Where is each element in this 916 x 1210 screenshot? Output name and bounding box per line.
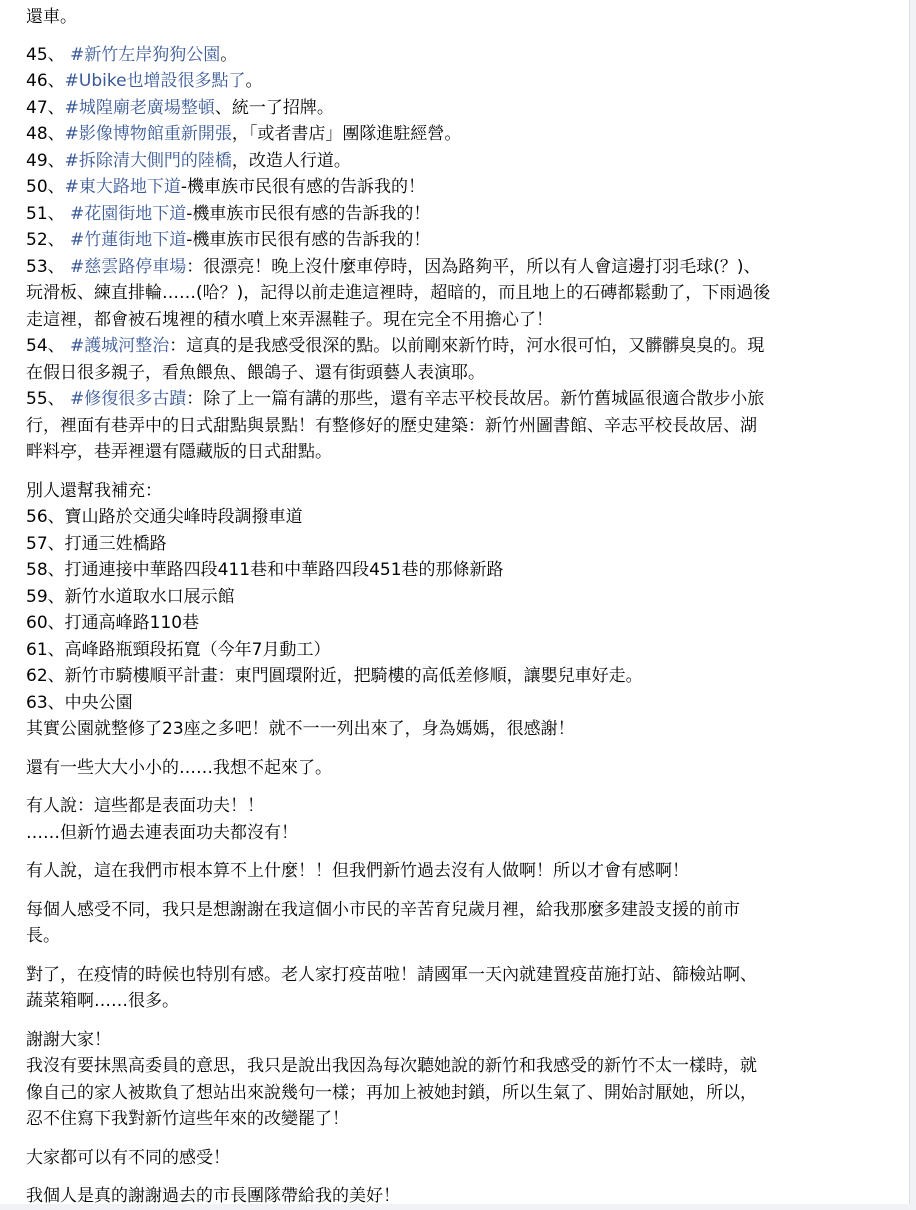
list-item: 60、打通高峰路110巷 bbox=[26, 613, 200, 633]
paragraph: 我個人是真的謝謝過去的市長團隊帶給我的美好！ bbox=[26, 1186, 400, 1206]
paragraph-line: 我沒有要抹黑高委員的意思，我只是說出我因為每次聽她說的新竹和我感受的新竹不太一樣時，就 bbox=[26, 1056, 757, 1076]
list-item bbox=[26, 121, 896, 148]
list-item: 63、中央公園 bbox=[26, 692, 133, 713]
list-item: 57、打通三姓橋路 bbox=[26, 533, 167, 554]
list-item bbox=[26, 95, 896, 122]
paragraph: 大家都可以有不同的感受！ bbox=[26, 1147, 230, 1168]
item-text: -機車族市民很有感的告訴我的！ bbox=[186, 230, 431, 250]
paragraph bbox=[26, 897, 896, 950]
paragraph bbox=[26, 793, 896, 846]
item-text: 、統一了招牌。 bbox=[214, 97, 334, 118]
list-item bbox=[26, 201, 896, 228]
list-item: 56、寶山路於交通尖峰時段調撥車道 bbox=[26, 507, 303, 527]
item-number: 49、 bbox=[26, 150, 65, 171]
hashtag-link[interactable]: #東大路地下道 bbox=[64, 177, 181, 197]
post-body bbox=[26, 4, 896, 1210]
list-item: 62、新竹市騎樓順平計畫：東門圓環附近，把騎樓的高低差修順，讓嬰兒車好走。 bbox=[26, 666, 643, 686]
hashtag-link[interactable]: #慈雲路停車場 bbox=[70, 256, 187, 277]
paragraph-line: 長。 bbox=[26, 926, 60, 946]
item-text: 玩滑板、練直排輪……(哈？)，記得以前走進這裡時，超暗的，而且地上的石磚都鬆動了，下雨過後 bbox=[26, 283, 771, 303]
list-item bbox=[26, 42, 896, 69]
item-text: ：除了上一篇有講的那些，還有辛志平校長故居。新竹舊城區很適合散步小旅 bbox=[186, 389, 765, 409]
list-item bbox=[26, 148, 896, 175]
item-text: ，改造人行道。 bbox=[231, 150, 351, 171]
paragraph-line: 忍不住寫下我對新竹這些年來的改變罷了！ bbox=[26, 1109, 349, 1129]
item-text: ：很漂亮！晚上沒什麼車停時，因為路夠平，所以有人會這邊打羽毛球(？)、 bbox=[186, 256, 761, 277]
hashtag-link[interactable]: #影像博物館重新開張 bbox=[64, 124, 232, 144]
item-number: 52、 bbox=[26, 230, 65, 250]
paragraph-line: 像自己的家人被欺負了想站出來說幾句一樣；再加上被她封鎖，所以生氣了、開始討厭她，所以， bbox=[26, 1082, 757, 1103]
paragraph-line: 蔬菜箱啊……很多。 bbox=[26, 991, 179, 1011]
items-list bbox=[26, 42, 896, 254]
hashtag-link[interactable]: #城隍廟老廣場整頓 bbox=[64, 97, 215, 118]
paragraph-line: 有人說：這些都是表面功夫！！ bbox=[26, 796, 264, 816]
supplement-heading: 別人還幫我補充： bbox=[26, 480, 162, 501]
item-text: -機車族市民很有感的告訴我的！ bbox=[180, 177, 426, 197]
item-number: 55、 bbox=[26, 389, 65, 409]
item-55 bbox=[26, 386, 896, 466]
paragraph-line: ……但新竹過去連表面功夫都沒有！ bbox=[26, 822, 298, 843]
item-54 bbox=[26, 333, 896, 386]
item-text: 。 bbox=[220, 44, 238, 65]
item-number: 46、 bbox=[26, 71, 65, 91]
item-text: 行，裡面有巷弄中的日式甜點與景點！有整修好的歷史建築：新竹州圖書館、辛志平校長故居、湖 bbox=[26, 415, 757, 436]
item-text: ，「或者書店」團隊進駐經營。 bbox=[231, 124, 462, 144]
item-text: 在假日很多親子，看魚餵魚、餵鴿子、還有街頭藝人表演耶。 bbox=[26, 362, 485, 383]
item-number: 50、 bbox=[26, 177, 65, 197]
item-number: 48、 bbox=[26, 124, 65, 144]
intro-line: 還車。 bbox=[26, 7, 77, 27]
list-item bbox=[26, 174, 896, 201]
hashtag-link[interactable]: #護城河整治 bbox=[70, 336, 170, 356]
supplement-section bbox=[26, 478, 896, 743]
item-53 bbox=[26, 254, 896, 334]
paragraph bbox=[26, 962, 896, 1015]
item-text: ：這真的是我感受很深的點。以前剛來新竹時，河水很可怕，又髒髒臭臭的。現 bbox=[169, 336, 765, 356]
paragraph-line: 每個人感受不同，我只是想謝謝在我這個小市民的辛苦育兒歲月裡，給我那麼多建設支援的前市 bbox=[26, 899, 740, 920]
hashtag-link[interactable]: #花園街地下道 bbox=[70, 203, 187, 224]
paragraph: 有人說，這在我們市根本算不上什麼！！但我們新竹過去沒有人做啊！所以才會有感啊！ bbox=[26, 861, 689, 881]
list-item: 59、新竹水道取水口展示館 bbox=[26, 586, 235, 607]
item-text: -機車族市民很有感的告訴我的！ bbox=[186, 203, 431, 224]
list-item bbox=[26, 68, 896, 95]
supplement-closing: 其實公園就整修了23座之多吧！就不一一列出來了，身為媽媽，很感謝！ bbox=[26, 719, 575, 739]
item-number: 47、 bbox=[26, 97, 65, 118]
item-number: 53、 bbox=[26, 256, 65, 277]
paragraph: 還有一些大大小小的……我想不起來了。 bbox=[26, 757, 332, 778]
item-number: 45、 bbox=[26, 44, 65, 65]
hashtag-link[interactable]: #新竹左岸狗狗公園 bbox=[70, 44, 221, 65]
hashtag-link[interactable]: #竹蓮街地下道 bbox=[70, 230, 187, 250]
hashtag-link[interactable]: #Ubike也增設很多點了 bbox=[64, 71, 246, 91]
item-number: 54、 bbox=[26, 336, 65, 356]
list-item bbox=[26, 227, 896, 254]
list-item: 58、打通連接中華路四段411巷和中華路四段451巷的那條新路 bbox=[26, 560, 504, 580]
list-item: 61、高峰路瓶頸段拓寬（今年7月動工） bbox=[26, 639, 331, 660]
item-number: 51、 bbox=[26, 203, 65, 224]
item-text: 走這裡，都會被石塊裡的積水噴上來弄濕鞋子。現在完全不用擔心了！ bbox=[26, 309, 553, 330]
paragraph bbox=[26, 1027, 896, 1133]
hashtag-link[interactable]: #拆除清大側門的陸橋 bbox=[64, 150, 232, 171]
item-text: 畔料亭，巷弄裡還有隱藏版的日式甜點。 bbox=[26, 442, 332, 462]
item-text: 。 bbox=[245, 71, 263, 91]
paragraph-line: 謝謝大家！ bbox=[26, 1029, 111, 1050]
hashtag-link[interactable]: #修復很多古蹟 bbox=[70, 389, 187, 409]
paragraph-line: 對了，在疫情的時候也特別有感。老人家打疫苗啦！請國軍一天內就建置疫苗施打站、篩檢站啊、 bbox=[26, 964, 757, 985]
